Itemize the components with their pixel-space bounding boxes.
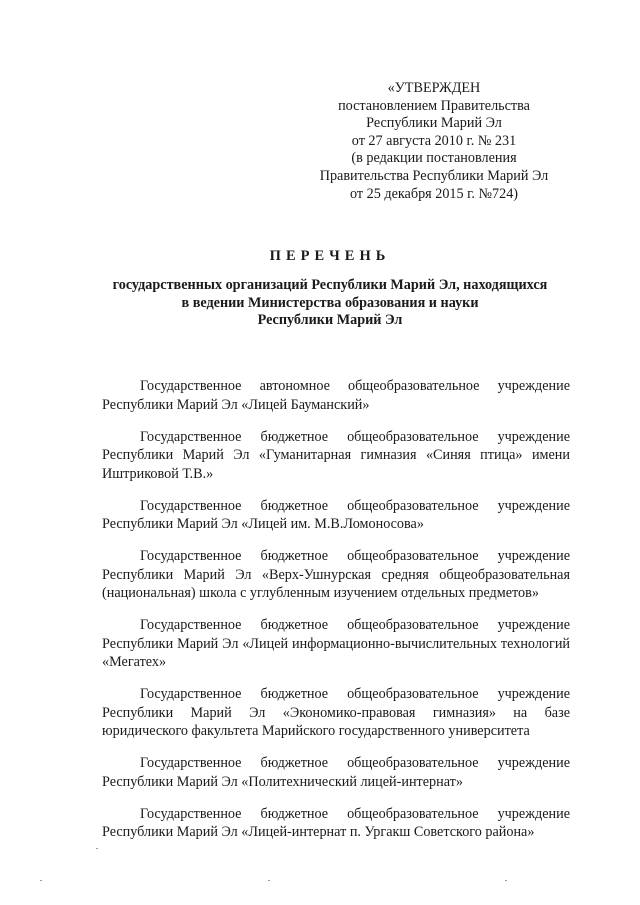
approval-line: от 27 августа 2010 г. № 231: [351, 132, 517, 149]
organization-list: [102, 377, 570, 855]
organization-item: Государственное бюджетное общеобразовательное учреждение Республики Марий Эл «Верх-Ушнурская средняя общеобразовательная (национальная) школа с углубленным изучением отдельных предметов»: [102, 548, 570, 601]
document-subtitle: [80, 277, 580, 330]
organization-item: Государственное бюджетное общеобразовательное учреждение Республики Марий Эл «Гуманитарная гимназия «Синяя птица» имени Иштриковой Т.В.»: [102, 428, 570, 482]
organization-item: Государственное бюджетное общеобразовательное учреждение Республики Марий Эл «Экономико-правовая гимназия» на базе юридического факультета Марийского государственного университета: [102, 686, 570, 739]
approval-line: «УТВЕРЖДЕН: [387, 80, 481, 96]
approval-line: от 25 декабря 2015 г. №724): [349, 185, 519, 202]
approval-line: Правительства Республики Марий Эл: [319, 167, 549, 184]
subtitle-line: Республики Марий Эл: [257, 312, 403, 328]
organization-item: Государственное бюджетное общеобразовательное учреждение Республики Марий Эл «Лицей-интернат п. Ургакш Советского района»: [102, 805, 570, 840]
approval-line: постановлением Правительства: [338, 97, 530, 114]
organization-item: Государственное бюджетное общеобразовательное учреждение Республики Марий Эл «Лицей им. М.В.Ломоносова»: [102, 497, 570, 532]
approval-stamp: [300, 80, 568, 203]
scan-speck: [268, 880, 270, 881]
approval-line: (в редакции постановления: [351, 150, 517, 167]
subtitle-line: государственных организаций Республики Марий Эл, находящихся: [112, 277, 548, 293]
organization-item: Государственное бюджетное общеобразовательное учреждение Республики Марий Эл «Политехнический лицей-интернат»: [102, 755, 570, 790]
document-heading: ПЕРЕЧЕНЬ: [269, 248, 391, 264]
scan-speck: [40, 880, 42, 881]
approval-line: Республики Марий Эл: [366, 115, 502, 132]
scan-speck: [96, 848, 98, 849]
scan-speck: [505, 880, 507, 881]
organization-item: Государственное автономное общеобразовательное учреждение Республики Марий Эл «Лицей Бауманский»: [102, 378, 570, 413]
organization-item: Государственное бюджетное общеобразовательное учреждение Республики Марий Эл «Лицей информационно-вычислительных технологий «Мегатех»: [102, 617, 570, 670]
subtitle-line: в ведении Министерства образования и науки: [181, 294, 479, 311]
